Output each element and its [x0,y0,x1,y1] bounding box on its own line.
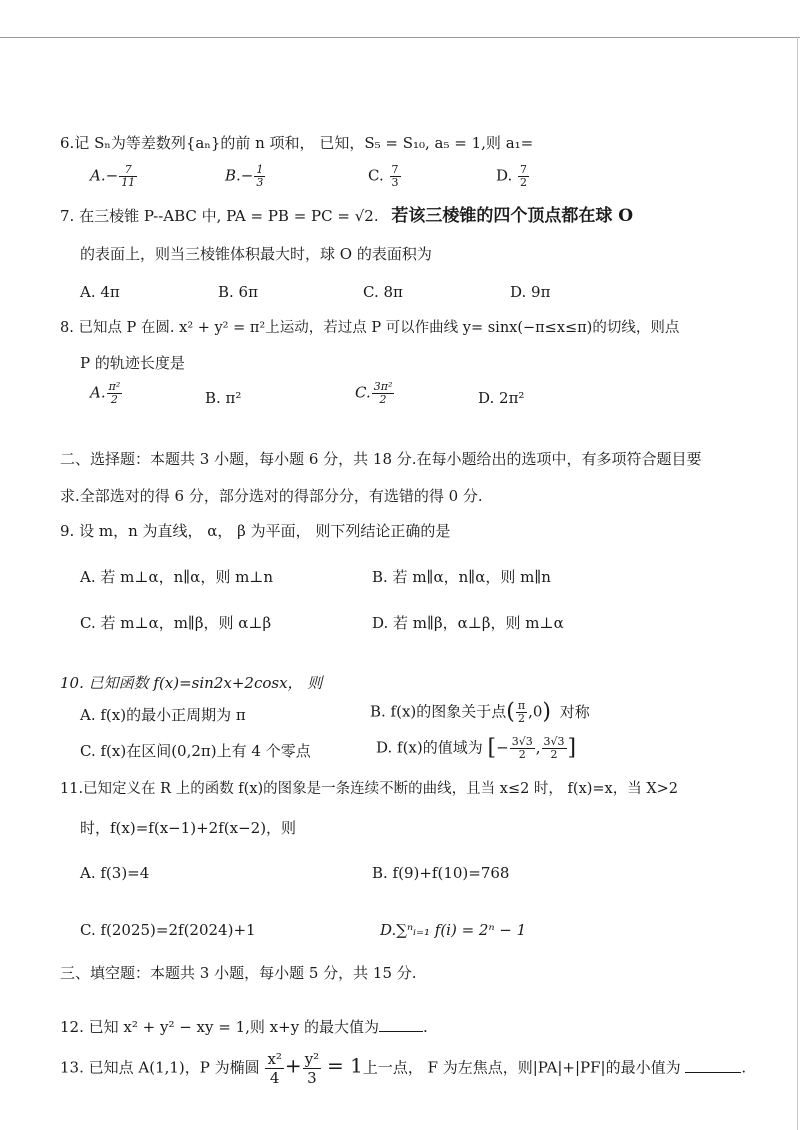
q9-option-d: D. 若 m∥β，α⊥β，则 m⊥α [372,614,564,632]
q10-option-b-num: π [517,699,526,712]
q9-stem: 9. 设 m，n 为直线， α， β 为平面， 则下列结论正确的是 [60,522,451,540]
q7-option-b: B. 6π [218,283,258,301]
q10-option-b-fraction [516,700,527,725]
q10-option-d-minus: − [496,738,509,757]
q10-option-d [376,736,576,761]
q6-stem: 6.记 Sₙ为等差数列{aₙ}的前 n 项和， 已知，S₅ = S₁₀, a₅ = 1,则 a₁= [60,134,534,152]
section2-line2: 求.全部选对的得 6 分，部分选对的得部分分，有选错的得 0 分. [60,487,483,505]
q13-answer-blank[interactable] [685,1058,741,1073]
q10-option-d-num1: 3√3 [511,735,533,748]
q9-option-b: B. 若 m∥α，n∥α，则 m∥n [372,568,551,586]
q6-option-d-label: D. [496,166,513,185]
q11-option-d: D.∑ⁿᵢ₌₁ f(i) = 2ⁿ − 1 [380,921,527,939]
q6-option-b-den: 3 [256,176,264,189]
q10-option-d-num2: 3√3 [543,735,565,748]
q8-option-a [90,381,123,406]
q8-option-c-num: 3π² [373,380,393,393]
q13-fraction-y-num: y² [304,1050,320,1068]
q10-option-b-tail: 对称 [559,702,590,721]
q9-option-c: C. 若 m⊥α，m∥β，则 α⊥β [80,614,272,632]
q6-option-b-label: B. [225,166,241,185]
q13-fraction-x-num: x² [267,1050,282,1068]
section3-title: 三、填空题：本题共 3 小题，每小题 5 分，共 15 分. [60,964,417,982]
q10-option-d-text: D. f(x)的值域为 [376,738,483,757]
q8-option-c [355,381,395,406]
q8-option-a-label: A. [90,383,106,402]
q8-option-a-fraction [107,381,123,406]
q8-option-c-label: C. [355,383,371,402]
q13 [60,1050,746,1087]
q6-option-b-sign: − [240,166,254,185]
q10-option-c: C. f(x)在区间(0,2π)上有 4 个零点 [80,742,311,760]
q7-line1-part-a: 7. 在三棱锥 P--ABC 中, PA = PB = PC = √2. [60,207,379,225]
page-right-border [797,37,798,1130]
q10-option-b-paren-open: ( [506,699,515,725]
q11-option-b: B. f(9)+f(10)=768 [372,864,510,882]
q11-option-a: A. f(3)=4 [80,864,150,882]
q6-option-a-label: A. [90,166,106,185]
q6-option-b-num: 1 [256,163,264,176]
q10-option-d-den2: 2 [550,748,558,761]
q10-option-b [370,700,590,725]
q7-line2: 的表面上，则当三棱锥体积最大时，球 O 的表面积为 [80,245,432,263]
q10-option-b-text: B. f(x)的图象关于点 [370,702,507,721]
q11-line2: 时，f(x)=f(x−1)+2f(x−2)，则 [80,819,297,837]
q10-option-d-den1: 2 [518,748,526,761]
q10-option-d-bracket-open: [ [487,735,497,761]
page-top-border [0,37,800,38]
q6-option-c-den: 3 [391,176,399,189]
q12-tail: . [422,1018,428,1036]
q6-option-a-den: 11 [121,176,136,189]
q10-option-a: A. f(x)的最小正周期为 π [80,706,246,724]
q8-option-a-den: 2 [110,393,118,406]
q6-option-c-label: C. [368,166,384,185]
q8-line1: 8. 已知点 P 在圆. x² + y² = π²上运动，若过点 P 可以作曲线 y= sinx(−π≤x≤π)的切线，则点 [60,320,680,336]
q10-option-b-den: 2 [517,712,525,725]
q9-option-a: A. 若 m⊥α，n∥α，则 m⊥n [80,568,274,586]
q13-fraction-x-den: 4 [269,1069,280,1087]
q8-option-a-num: π² [108,380,121,393]
q8-line2: P 的轨迹长度是 [80,354,185,372]
q6-option-d [496,164,530,189]
q6-option-d-den: 2 [520,176,528,189]
section2-line1: 二、选择题：本题共 3 小题，每小题 6 分，共 18 分.在每小题给出的选项中，有多项符合题目要 [60,450,702,468]
q7-line1 [60,205,633,227]
q13-fraction-x [265,1050,283,1087]
q6-option-a [90,164,138,189]
q10-option-d-fraction-2 [542,736,567,761]
q7-option-d: D. 9π [510,283,551,301]
q6-option-a-fraction [119,164,137,189]
q13-tail: . [741,1058,747,1077]
q6-option-c-num: 7 [391,163,399,176]
q7-option-c: C. 8π [363,283,403,301]
q13-stem-a: 13. 已知点 A(1,1)，P 为椭圆 [60,1058,260,1077]
q8-option-d: D. 2π² [478,389,525,407]
q10-stem: 10. 已知函数 f(x)=sin2x+2cosx， 则 [60,674,323,692]
q7-line1-part-b: 若该三棱锥的四个顶点都在球 O [391,206,634,226]
q6-option-d-num: 7 [520,163,528,176]
q13-stem-b: 上一点， F 为左焦点，则|PA|+|PF|的最小值为 [362,1058,681,1077]
q10-option-d-bracket-close: ] [567,735,577,761]
q10-option-b-point: ,0 [528,702,543,721]
q13-equals: = 1 [326,1053,363,1078]
q12-stem: 12. 已知 x² + y² − xy = 1,则 x+y 的最大值为 [60,1018,379,1036]
q8-option-c-den: 2 [379,393,387,406]
q10-option-d-comma: , [535,738,541,757]
q6-option-a-sign: − [105,166,119,185]
q13-fraction-y [303,1050,322,1087]
q10-option-b-paren-close: ) [542,699,552,725]
q12 [60,1016,428,1038]
q10-option-d-fraction-1 [510,736,535,761]
q6-option-a-num: 7 [119,164,137,177]
q6-option-c [368,164,402,189]
q12-answer-blank[interactable] [379,1017,423,1032]
q6-option-b-fraction [254,164,265,189]
q11-line1: 11.已知定义在 R 上的函数 f(x)的图象是一条连续不断的曲线，且当 x≤2 时， f(x)=x，当 X>2 [60,781,679,797]
q13-fraction-y-den: 3 [307,1069,317,1087]
q8-option-b: B. π² [205,389,242,407]
q7-option-a: A. 4π [80,283,120,301]
q13-plus: + [284,1053,302,1078]
q6-option-d-fraction [518,164,529,189]
q6-option-c-fraction [390,164,401,189]
q6-option-b [225,164,266,189]
q8-option-c-fraction [372,381,395,406]
q11-option-c: C. f(2025)=2f(2024)+1 [80,921,256,939]
